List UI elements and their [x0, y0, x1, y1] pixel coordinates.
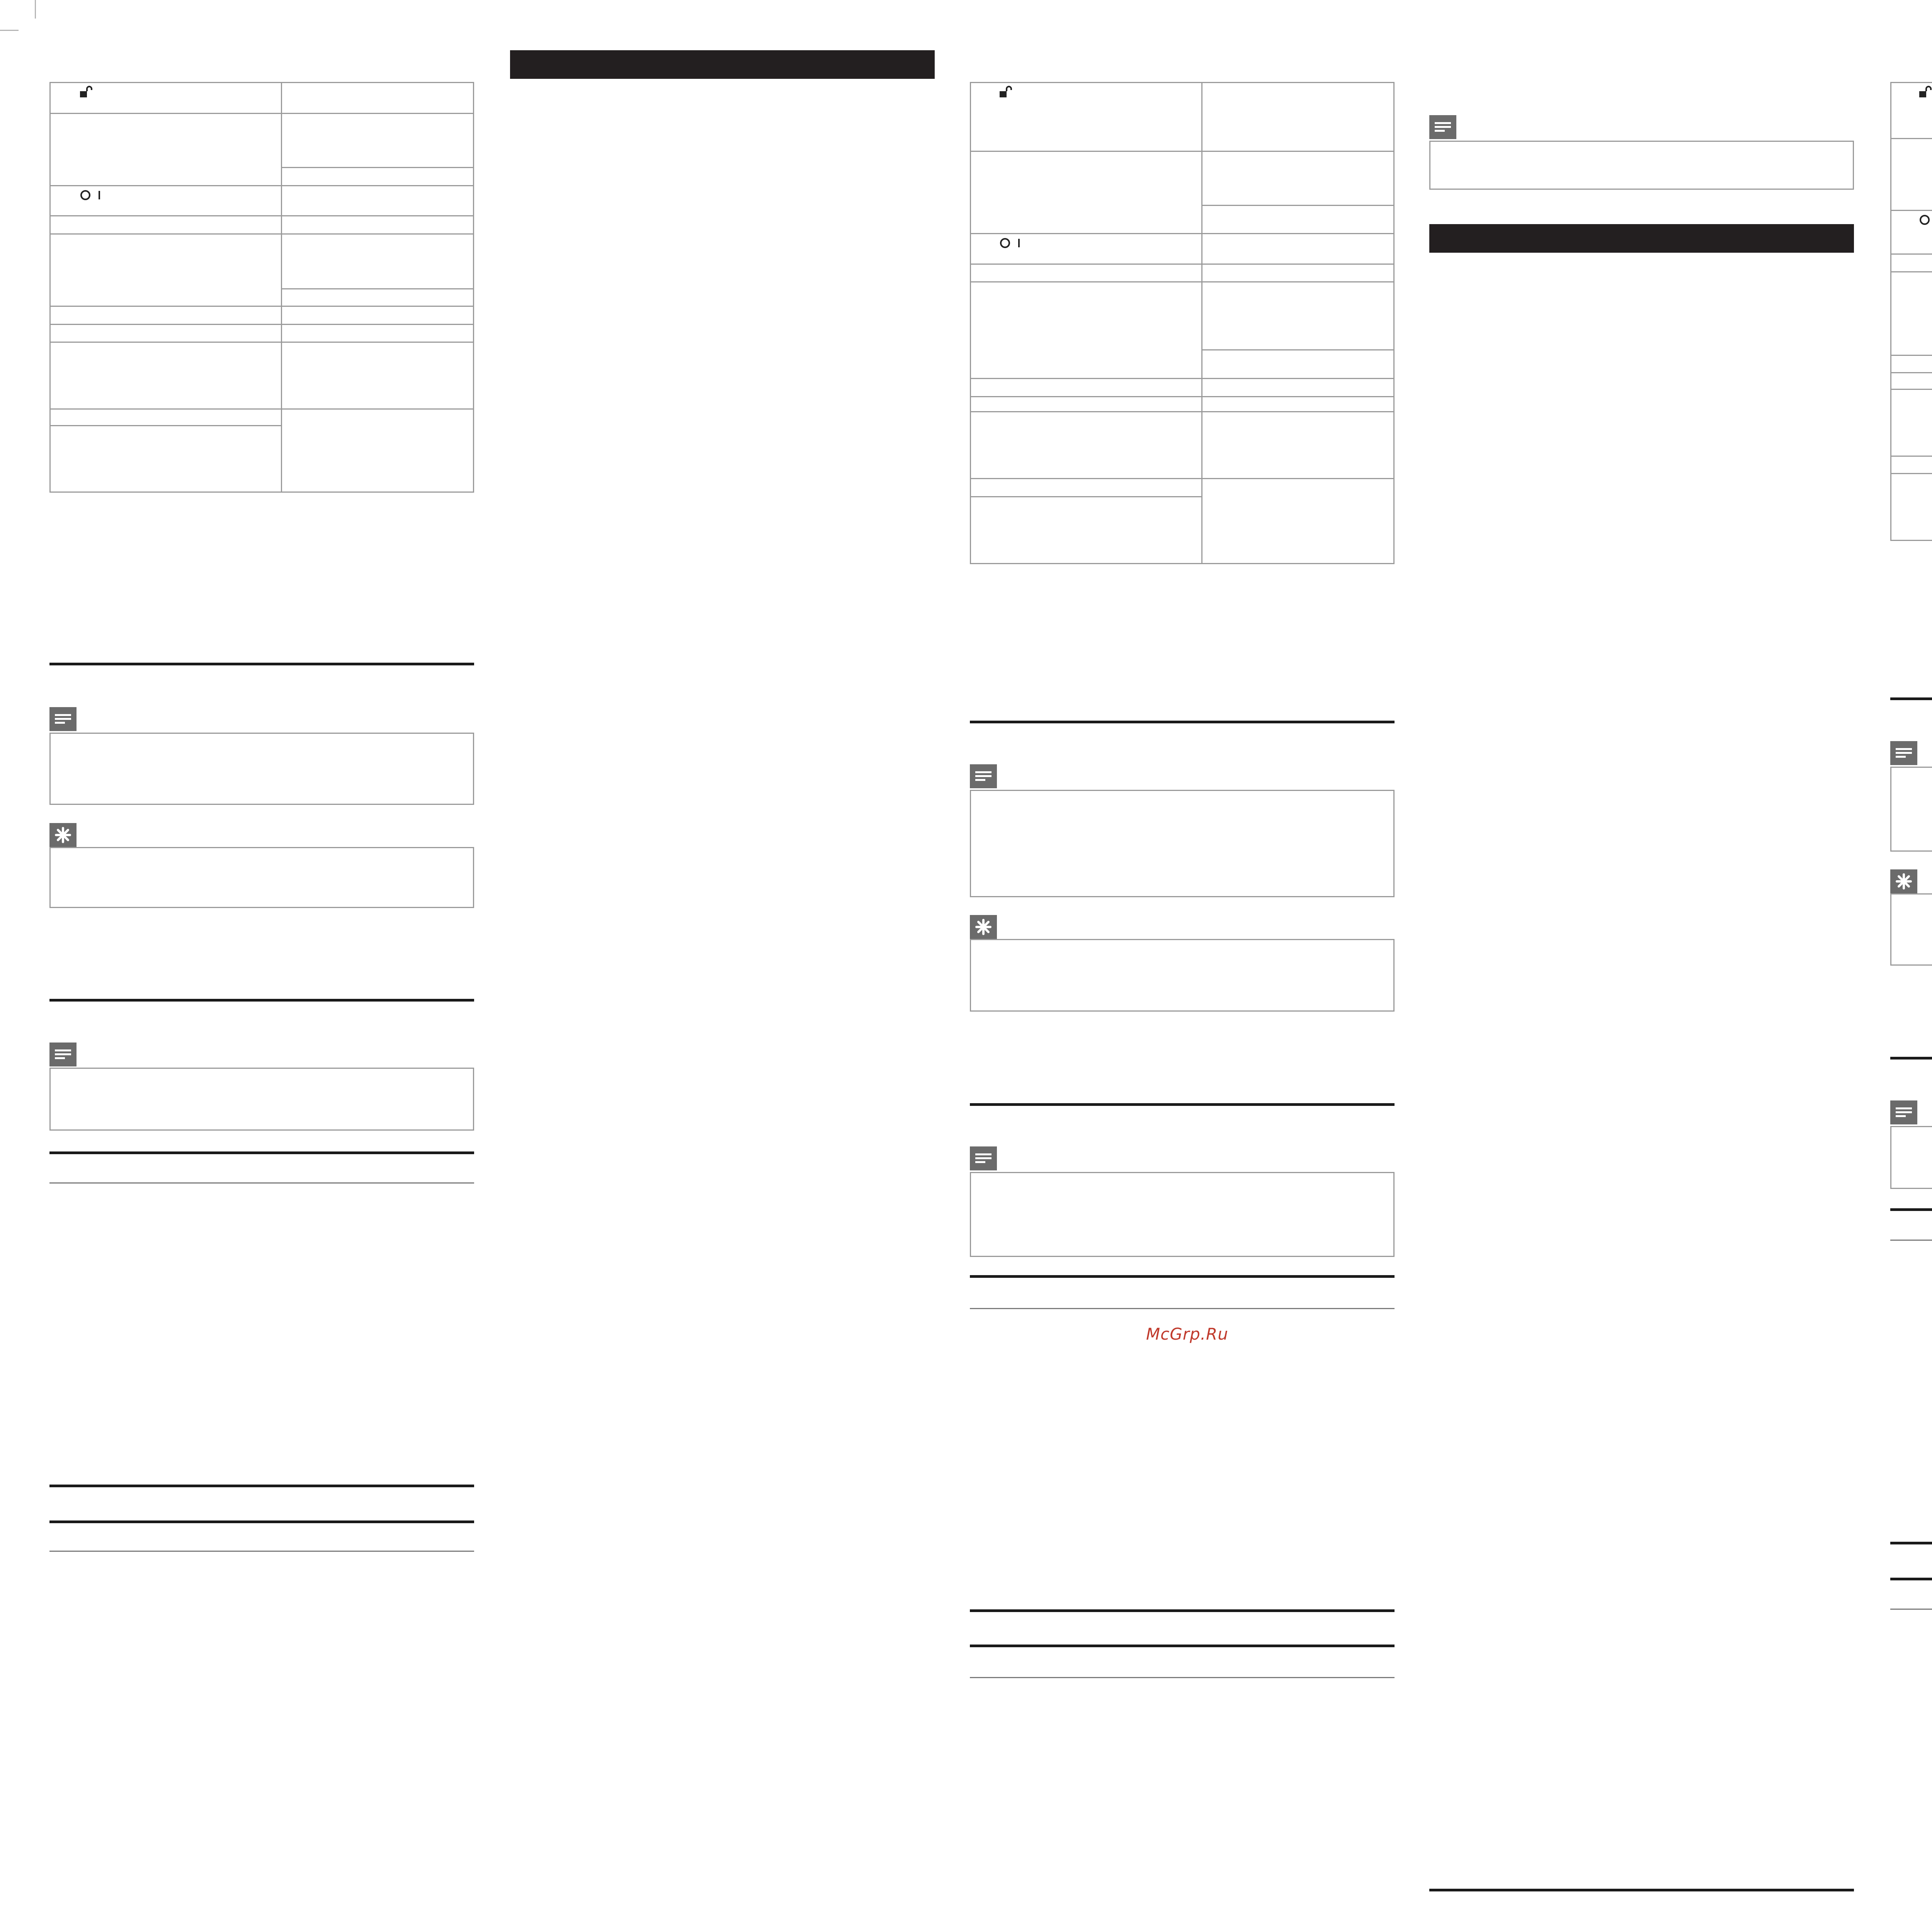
- section-rule: [49, 999, 474, 1002]
- note-box: [49, 733, 474, 805]
- tip-asterisk-icon: [1890, 869, 1917, 893]
- lock-open-icon: [999, 86, 1013, 99]
- table-divider: [1201, 82, 1202, 564]
- table-row-line: [49, 185, 474, 186]
- section-rule-thin: [1890, 1240, 1932, 1241]
- table-row-line: [49, 324, 474, 325]
- table-row-line: [1201, 205, 1395, 206]
- table-row-line: [1890, 389, 1932, 390]
- table-row-line: [1890, 473, 1932, 474]
- tip-asterisk-icon: [970, 915, 997, 939]
- note-box: [970, 790, 1395, 897]
- tip-box: [970, 939, 1395, 1012]
- section-rule: [49, 1151, 474, 1154]
- section-rule-thin: [970, 1677, 1395, 1678]
- crop-mark: [0, 30, 19, 31]
- tip-box: [49, 847, 474, 908]
- power-switch-icon: [999, 236, 1026, 250]
- section-rule: [1429, 1889, 1854, 1891]
- table-row-line: [49, 408, 474, 410]
- section-rule-thin: [49, 1551, 474, 1552]
- table-row-line: [49, 113, 474, 114]
- table-row-line: [1890, 253, 1932, 255]
- note-lines-icon: [970, 1146, 997, 1170]
- tip-asterisk-icon: [49, 823, 77, 847]
- section-rule: [970, 1103, 1395, 1106]
- table-row-line: [1890, 271, 1932, 272]
- section-rule: [1890, 1208, 1932, 1211]
- power-switch-icon: [79, 189, 106, 202]
- section-banner: [510, 50, 935, 79]
- note-box: [970, 1172, 1395, 1257]
- note-box: [49, 1068, 474, 1131]
- table-row-line: [1890, 355, 1932, 356]
- note-lines-icon: [970, 764, 997, 788]
- section-rule: [1890, 697, 1932, 700]
- note-lines-icon: [1890, 741, 1917, 765]
- section-rule: [970, 1645, 1395, 1647]
- section-rule: [49, 663, 474, 665]
- note-box: [1890, 1126, 1932, 1189]
- lock-open-icon: [79, 86, 93, 99]
- note-lines-icon: [1890, 1100, 1917, 1124]
- tip-box: [1890, 893, 1932, 966]
- table-row-line: [970, 478, 1395, 479]
- table-row-line: [970, 281, 1395, 282]
- table-row-line: [49, 425, 281, 426]
- table-row-line: [49, 233, 474, 235]
- spec-table: [1890, 82, 1932, 541]
- section-rule: [49, 1485, 474, 1487]
- section-rule: [1890, 1057, 1932, 1060]
- table-row-line: [49, 306, 474, 307]
- power-switch-icon: [1918, 213, 1932, 226]
- section-rule-thin: [1890, 1609, 1932, 1610]
- table-row-line: [970, 233, 1395, 234]
- table-row-line: [970, 378, 1395, 379]
- section-rule: [1890, 1578, 1932, 1580]
- table-row-line: [49, 342, 474, 343]
- table-row-line: [281, 167, 474, 168]
- section-rule: [970, 1609, 1395, 1612]
- note-box: [1890, 767, 1932, 852]
- section-rule: [970, 1275, 1395, 1278]
- table-row-line: [1890, 210, 1932, 211]
- section-rule-thin: [49, 1182, 474, 1184]
- section-rule-thin: [970, 1308, 1395, 1309]
- section-rule: [49, 1520, 474, 1523]
- section-banner: [1429, 224, 1854, 253]
- table-row-line: [970, 411, 1395, 412]
- note-lines-icon: [1429, 115, 1456, 139]
- note-lines-icon: [49, 707, 77, 731]
- table-row-line: [1890, 138, 1932, 139]
- table-row-line: [1890, 372, 1932, 373]
- table-row-line: [1890, 456, 1932, 457]
- spec-table: [49, 82, 474, 493]
- spec-table: [970, 82, 1395, 564]
- crop-mark: [35, 0, 36, 19]
- table-row-line: [970, 496, 1201, 497]
- table-row-line: [1201, 349, 1395, 350]
- section-rule: [970, 721, 1395, 723]
- table-row-line: [970, 264, 1395, 265]
- table-divider: [281, 82, 282, 493]
- table-row-line: [970, 396, 1395, 397]
- note-box: [1429, 141, 1854, 190]
- table-row-line: [281, 288, 474, 289]
- table-row-line: [49, 215, 474, 216]
- table-row-line: [970, 151, 1395, 152]
- lock-open-icon: [1918, 86, 1932, 99]
- note-lines-icon: [49, 1043, 77, 1066]
- section-rule: [1890, 1542, 1932, 1544]
- watermark-text: McGrp.Ru: [1146, 1325, 1228, 1344]
